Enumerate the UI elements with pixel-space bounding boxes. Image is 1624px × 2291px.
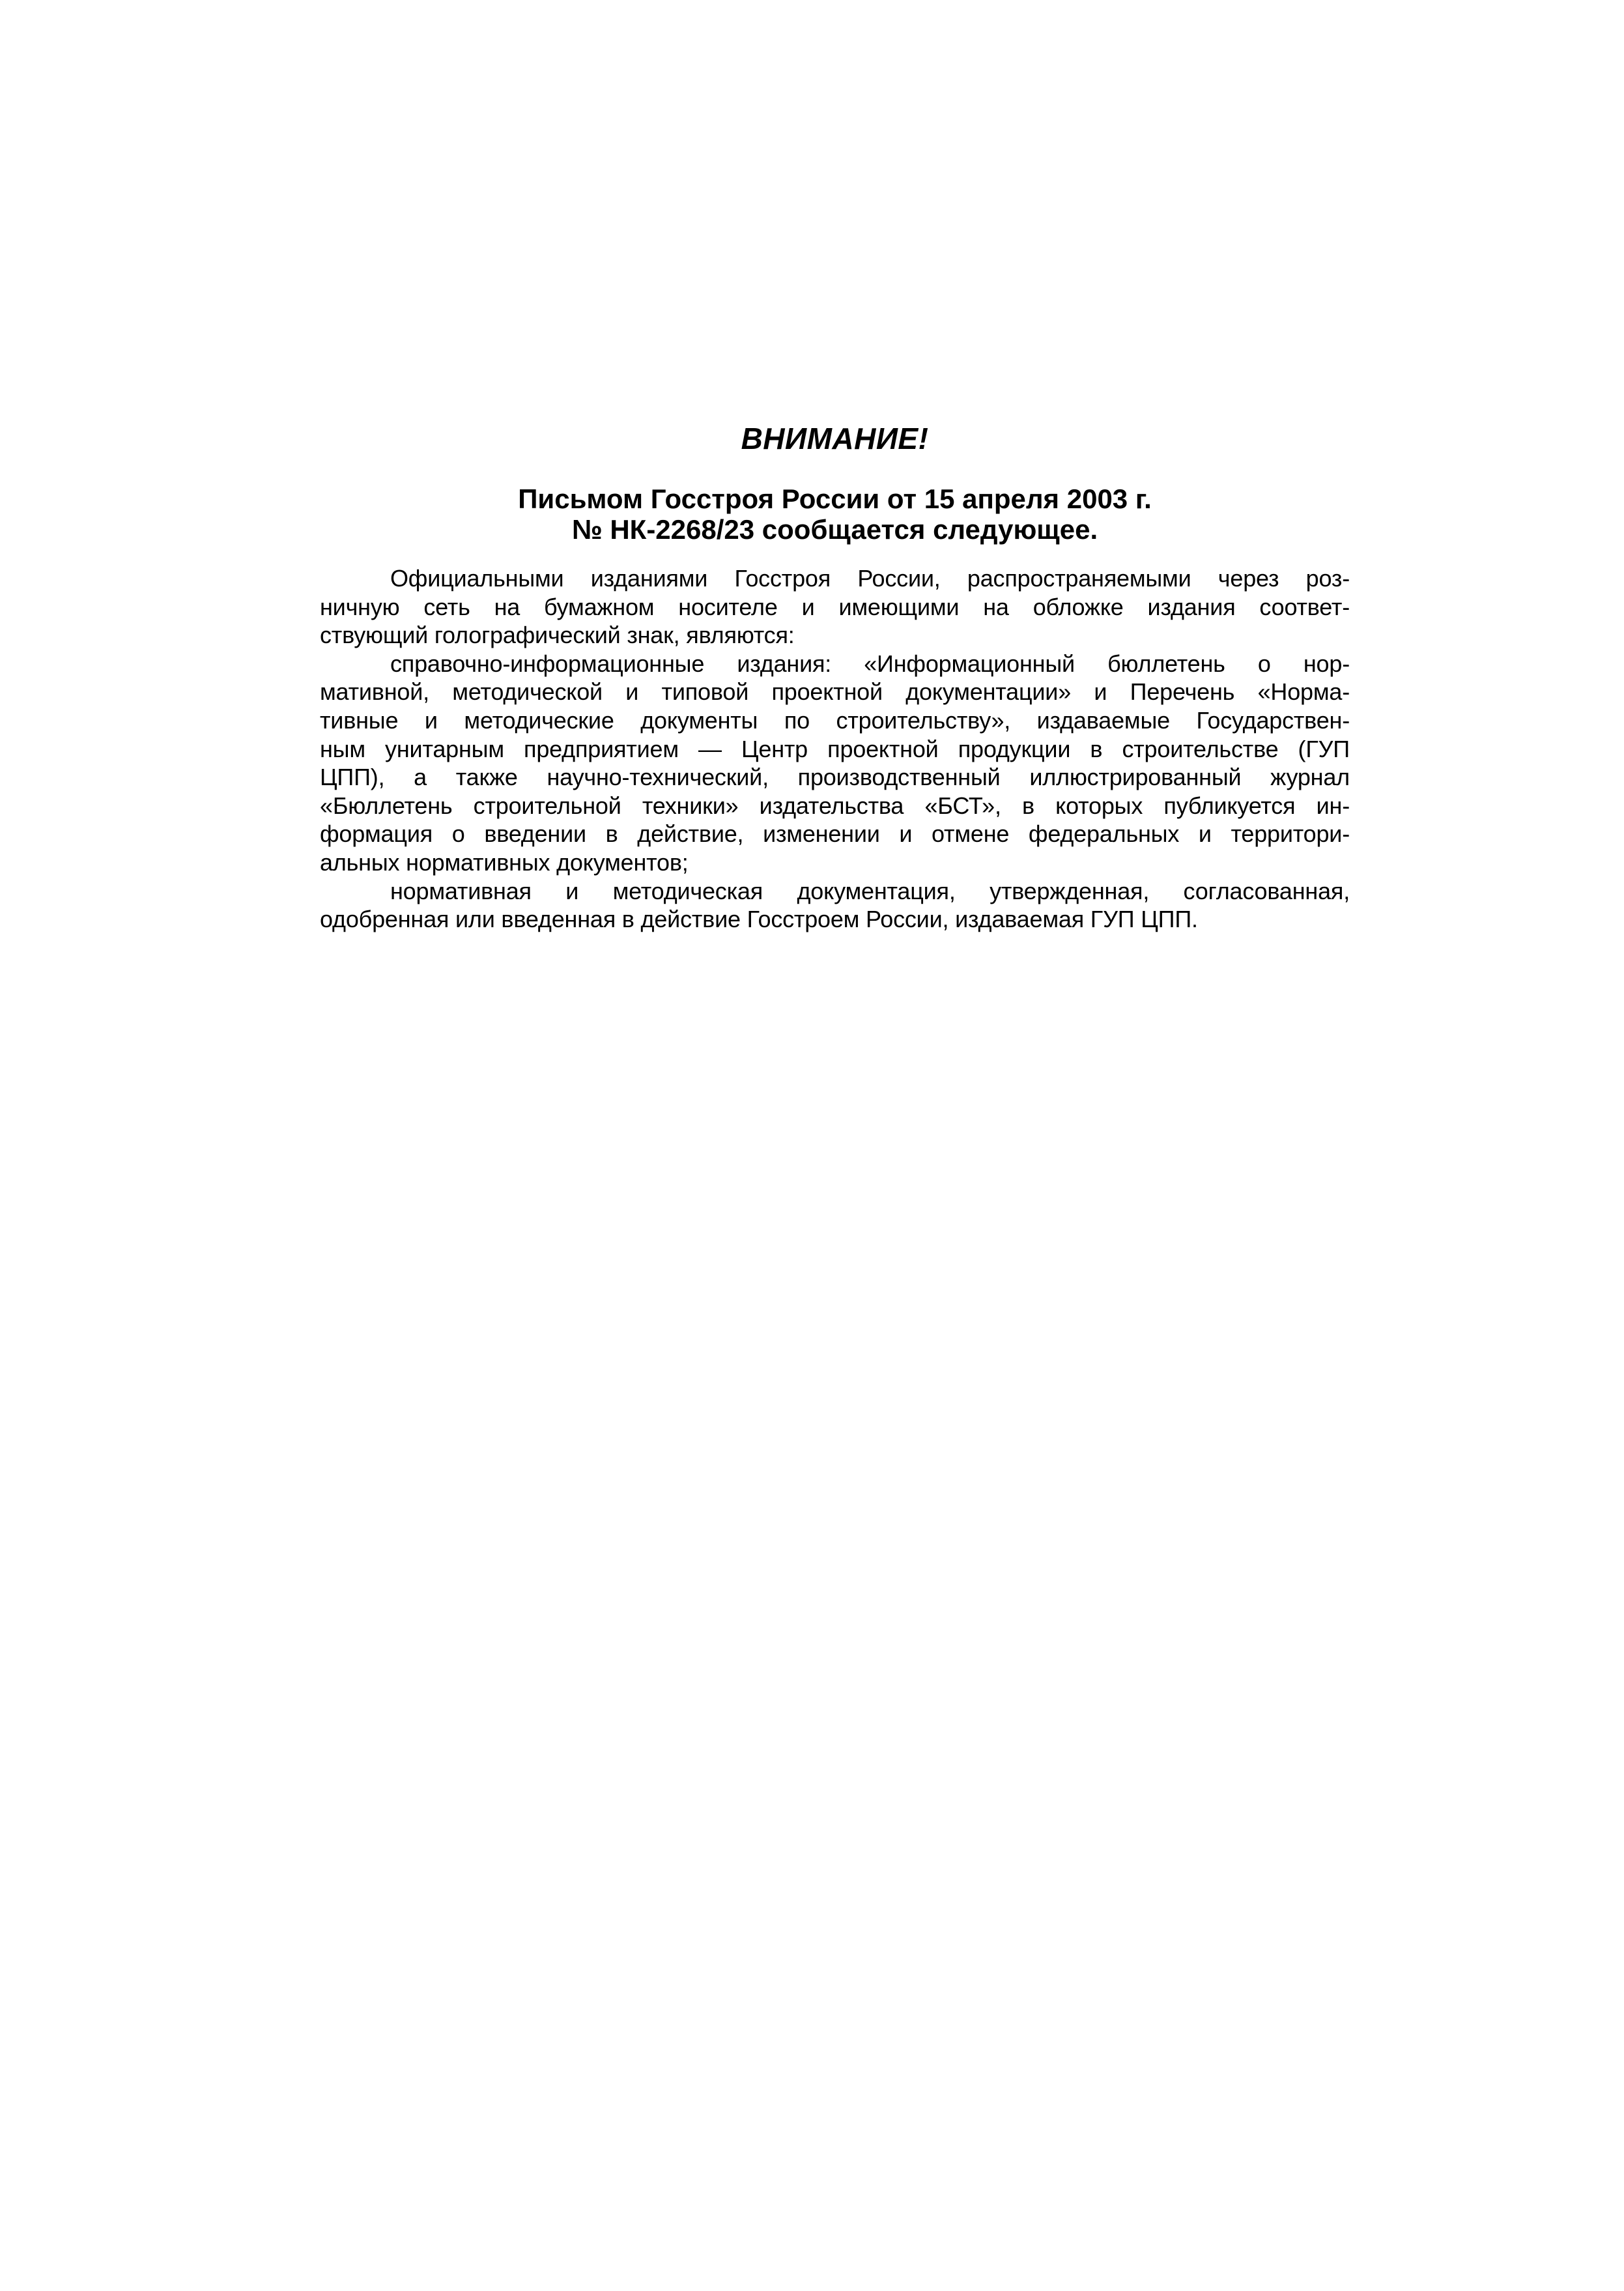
paragraph-line: ЦПП), а также научно-технический, производственный иллюстрированный журнал (320, 764, 1350, 791)
text-block (320, 0, 1350, 934)
paragraph-line: ствующий голографический знак, являются: (320, 622, 795, 649)
paragraph-line: ничную сеть на бумажном носителе и имеющими на обложке издания соответ- (320, 593, 1350, 620)
paragraph-normative-documentation (320, 877, 1350, 934)
paragraph-line: альных нормативных документов; (320, 848, 689, 876)
paragraph-line: одобренная или введенная в действие Госстроем России, издаваемая ГУП ЦПП. (320, 906, 1198, 933)
paragraph-official-editions (320, 564, 1350, 650)
paragraph-line: мативной, методической и типовой проектной документации» и Перечень «Норма- (320, 678, 1350, 706)
letter-heading-line-1: Письмом Госстроя России от 15 апреля 2003 г. (518, 483, 1152, 514)
paragraph-reference-publications (320, 650, 1350, 877)
paragraph-line: ным унитарным предприятием — Центр проектной продукции в строительстве (ГУП (320, 735, 1350, 762)
paragraph-line: тивные и методические документы по строительству», издаваемые Государствен- (320, 706, 1350, 734)
body-text (320, 564, 1350, 934)
paragraph-line: нормативная и методическая документация, утвержденная, согласованная, (390, 877, 1350, 904)
paragraph-line: формация о введении в действие, изменении и отмене федеральных и территори- (320, 820, 1350, 848)
attention-title: ВНИМАНИЕ! (741, 422, 929, 455)
paragraph-line: Официальными изданиями Госстроя России, распространяемыми через роз- (390, 565, 1350, 592)
paragraph-line: «Бюллетень строительной техники» издательства «БСТ», в которых публикуется ин- (320, 792, 1350, 819)
paragraph-line: справочно-информационные издания: «Информационный бюллетень о нор- (390, 650, 1350, 677)
letter-heading-line-2: № НК-2268/23 сообщается следующее. (571, 514, 1098, 545)
letter-heading (320, 483, 1350, 545)
